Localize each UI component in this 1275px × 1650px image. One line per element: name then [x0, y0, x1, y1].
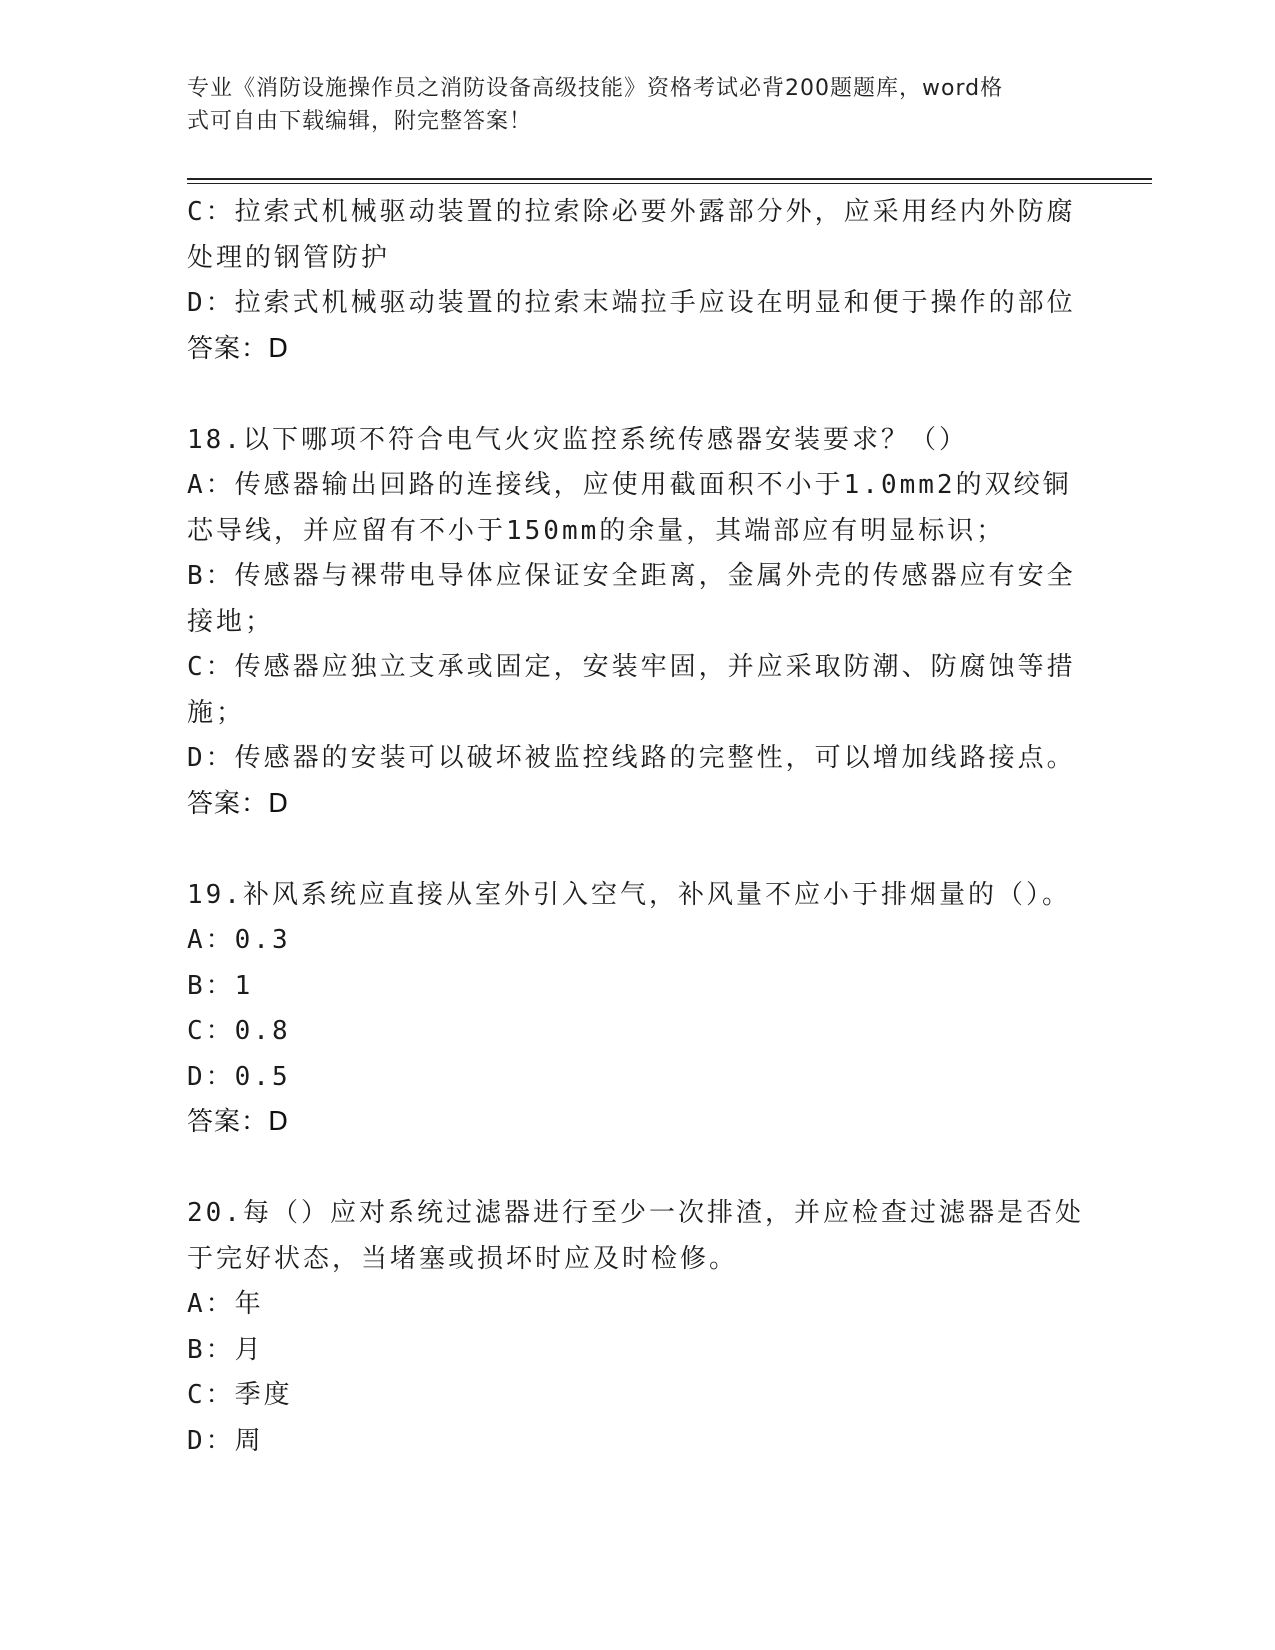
option-d: D：0.5	[187, 1061, 291, 1092]
header-line-1: 专业《消防设施操作员之消防设备高级技能》资格考试必背200题题库，word格	[187, 76, 1004, 101]
option-a: A：年	[187, 1289, 264, 1319]
option-b: B：1	[187, 970, 254, 1001]
header-divider-thin	[187, 183, 1152, 184]
option-d: D：传感器的安装可以破坏被监控线路的完整性，可以增加线路接点。	[187, 743, 1076, 773]
option-a: A：0.3	[187, 925, 291, 955]
answer: 答案：D	[187, 1107, 290, 1137]
option-a-line-2: 芯导线，并应留有不小于150mm的余量，其端部应有明显标识；	[187, 515, 1006, 546]
question-18	[187, 418, 1087, 828]
header-divider-thick	[187, 178, 1152, 180]
spacer	[187, 372, 1087, 418]
question-text-line-1: 20.每（）应对系统过滤器进行至少一次排渣，并应检查过滤器是否处	[187, 1198, 1084, 1228]
option-b: B：月	[187, 1334, 264, 1365]
spacer	[187, 1146, 1087, 1192]
question-text: 18.以下哪项不符合电气火灾监控系统传感器安装要求？（）	[187, 424, 968, 455]
option-c: C：季度	[187, 1380, 293, 1410]
question-text: 19.补风系统应直接从室外引入空气，补风量不应小于排烟量的（）。	[187, 879, 1071, 910]
option-c-line-2: 处理的钢管防护	[187, 242, 391, 273]
document-header	[187, 72, 1067, 138]
option-c-line-1: C：传感器应独立支承或固定，安装牢固，并应采取防潮、防腐蚀等措	[187, 652, 1076, 682]
option-b-line-1: B：传感器与裸带电导体应保证安全距离，金属外壳的传感器应有安全	[187, 561, 1076, 591]
answer: 答案：D	[187, 333, 290, 364]
question-list	[187, 190, 1087, 1464]
question-17	[187, 190, 1087, 372]
spacer	[187, 827, 1087, 873]
question-20	[187, 1191, 1087, 1464]
question-text-line-2: 于完好状态，当堵塞或损坏时应及时检修。	[187, 1243, 739, 1274]
option-c-line-1: C：拉索式机械驱动装置的拉索除必要外露部分外，应采用经内外防腐	[187, 197, 1076, 227]
option-c-line-2: 施；	[187, 697, 246, 728]
answer: 答案：D	[187, 788, 290, 819]
option-d: D：拉索式机械驱动装置的拉索末端拉手应设在明显和便于操作的部位	[187, 288, 1076, 318]
option-c: C：0.8	[187, 1016, 291, 1046]
option-d: D：周	[187, 1425, 264, 1456]
option-b-line-2: 接地；	[187, 606, 275, 637]
header-line-2: 式可自由下载编辑，附完整答案！	[187, 109, 533, 134]
question-19	[187, 873, 1087, 1146]
option-a-line-1: A：传感器输出回路的连接线，应使用截面积不小于1.0mm2的双绞铜	[187, 470, 1072, 500]
